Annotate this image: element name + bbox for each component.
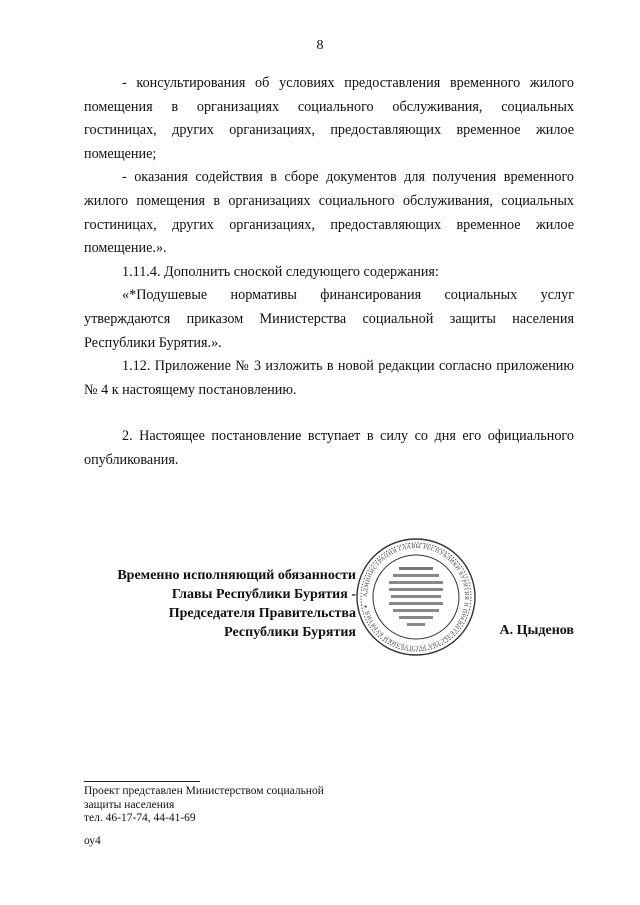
paragraph-assistance: - оказания содействия в сборе документов для получения временного жилого помещения в организациях социального обслуживания, социальных гостиницах, других организациях, предоставляющих временное жилое помещение.». [84, 169, 574, 257]
signatory-name: А. Цыденов [499, 623, 574, 638]
signatory-title-line: Временно исполняющий обязанности [117, 568, 356, 583]
signatory-title-line: Главы Республики Бурятия - [171, 587, 356, 602]
footnote [84, 785, 384, 848]
document-body [84, 72, 574, 473]
paragraph-1-12: 1.12. Приложение № 3 изложить в новой редакции согласно приложению № 4 к настоящему постановлению. [84, 358, 574, 398]
footnote-line: защиты населения [84, 798, 175, 811]
signatory-title [60, 566, 356, 642]
paragraph-2: 2. Настоящее постановление вступает в силу со дня его официального опубликования. [84, 428, 574, 468]
page-number: 8 [316, 38, 324, 53]
paragraph-footnote-text: «*Подушевые нормативы финансирования социальных услуг утверждаются приказом Министерства социальной защиты населения Республики Бурятия.». [84, 287, 574, 351]
svg-text:АДМИНИСТРАЦИЯ ГЛАВЫ РЕСПУБЛИКИ: АДМИНИСТРАЦИЯ ГЛАВЫ РЕСПУБЛИКИ БУРЯТИЯ И ПРАВИТЕЛЬСТВА РЕСПУБЛИКИ БУРЯТИЯ ✶ [362, 543, 470, 651]
signatory-title-line: Председателя Правительства [168, 606, 356, 621]
paragraph-consulting: - консультирования об условиях предоставления временного жилого помещения в организациях социального обслуживания, социальных гостиницах, других организациях, предоставляющих временное жилое помещение; [84, 75, 574, 162]
footnote-line: Проект представлен Министерством социальной [84, 785, 324, 797]
footnote-divider [84, 781, 200, 782]
footnote-line: тел. 46-17-74, 44-41-69 [84, 812, 196, 825]
paragraph-1-11-4: 1.11.4. Дополнить сноской следующего содержания: [122, 263, 439, 280]
document-code: оу4 [84, 834, 101, 847]
official-seal-icon [355, 537, 477, 657]
signatory-title-line: Республики Бурятия [224, 625, 356, 640]
